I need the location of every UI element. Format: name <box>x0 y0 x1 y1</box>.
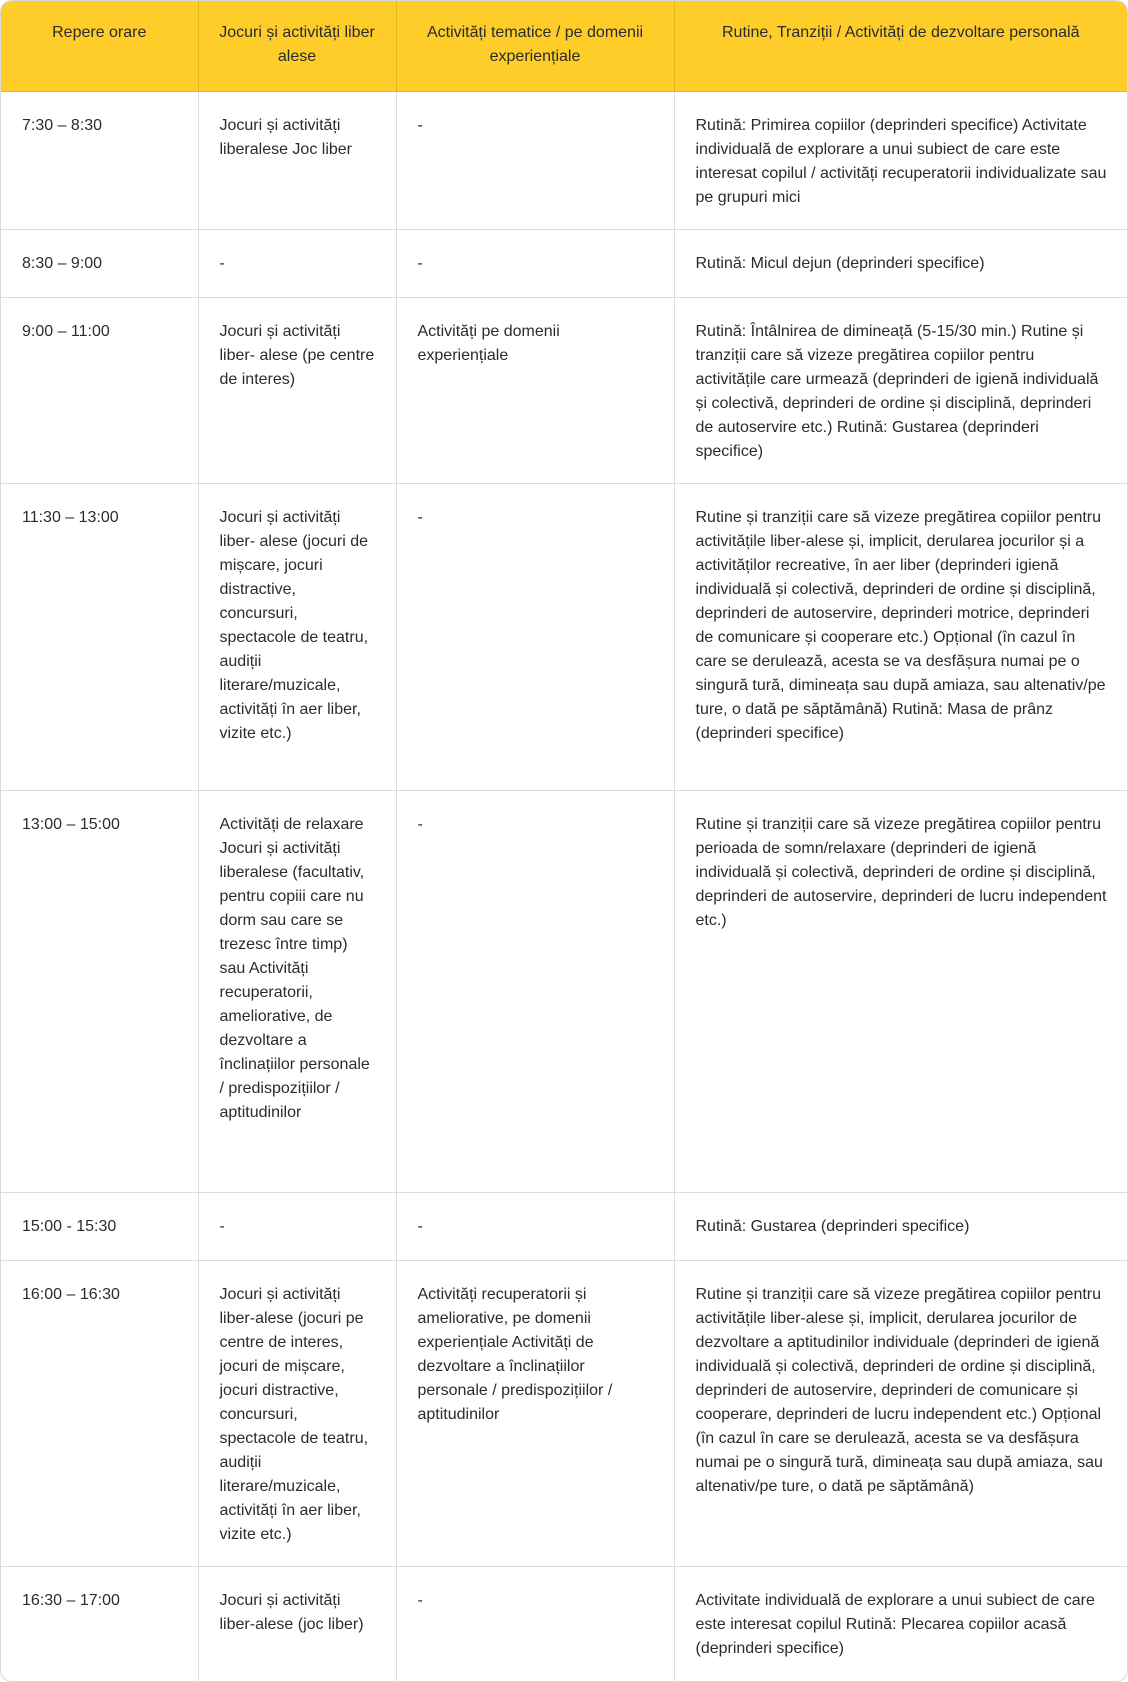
cell-time: 16:30 – 17:00 <box>1 1567 198 1682</box>
cell-thematic: - <box>396 1567 674 1682</box>
cell-free: Activități de relaxare Jocuri și activități liberalese (facultativ, pentru copiii care nu dorm sau care se trezesc între timp) sau Activități recuperatorii, ameliorative, de dezvoltare a înclinațiilor personale / predispozițiilor / aptitudinilor <box>198 791 396 1193</box>
table-row <box>1 484 1127 791</box>
cell-thematic: - <box>396 230 674 298</box>
cell-free: Jocuri și activități liber-alese (jocuri pe centre de interes, jocuri de mișcare, jocuri distractive, concursuri, spectacole de teatru, audiții literare/muzicale, activități în aer liber, vizite etc.) <box>198 1261 396 1567</box>
header-free-activities: Jocuri și activități liber alese <box>198 1 396 92</box>
cell-time: 13:00 – 15:00 <box>1 791 198 1193</box>
cell-thematic: - <box>396 92 674 230</box>
cell-routine: Rutină: Micul dejun (deprinderi specifice) <box>674 230 1127 298</box>
cell-thematic: - <box>396 791 674 1193</box>
table-row <box>1 791 1127 1193</box>
table-row <box>1 92 1127 230</box>
cell-free: Jocuri și activități liber-alese (joc liber) <box>198 1567 396 1682</box>
cell-routine: Rutine și tranziții care să vizeze pregătirea copiilor pentru perioada de somn/relaxare (deprinderi de igienă individuală și colectivă, deprinderi de ordine și disciplină, deprinderi de autoservire, deprinderi de lucru independent etc.) <box>674 791 1127 1193</box>
table-row <box>1 1261 1127 1567</box>
table-header-row <box>1 1 1127 92</box>
cell-routine: Rutină: Primirea copiilor (deprinderi specifice) Activitate individuală de explorare a unui subiect de care este interesat copilul / activități recuperatorii individualizate sau pe grupuri mici <box>674 92 1127 230</box>
cell-time: 11:30 – 13:00 <box>1 484 198 791</box>
cell-free: Jocuri și activități liberalese Joc liber <box>198 92 396 230</box>
cell-time: 9:00 – 11:00 <box>1 298 198 484</box>
schedule-table <box>1 1 1127 1681</box>
cell-thematic: - <box>396 484 674 791</box>
cell-thematic: - <box>396 1193 674 1261</box>
cell-routine: Rutine și tranziții care să vizeze pregătirea copiilor pentru activitățile liber-alese și, implicit, derularea jocurilor de dezvoltare a aptitudinilor individuale (deprinderi de igienă individuală și colectivă, deprinderi de ordine și disciplină, deprinderi de autoservire, deprinderi de comunicare și cooperare, deprinderi de lucru independent etc.) Opțional (în cazul în care se derulează, acesta se va desfășura numai pe o singură tură, dimineața sau după amiaza, sau altenativ/pe ture, o dată pe săptămână) <box>674 1261 1127 1567</box>
cell-routine: Rutine și tranziții care să vizeze pregătirea copiilor pentru activitățile liber-alese și, implicit, derularea jocurilor și a activităților recreative, în aer liber (deprinderi igienă individuală și colectivă, deprinderi de ordine și disciplină, deprinderi de autoservire, deprinderi motrice, deprinderi de comunicare și cooperare etc.) Opțional (în cazul în care se derulează, acesta se va desfășura numai pe o singură tură, dimineața sau după amiaza, sau altenativ/pe ture, o dată pe săptămână) Rutină: Masa de prânz (deprinderi specifice) <box>674 484 1127 791</box>
table-row <box>1 298 1127 484</box>
cell-time: 15:00 - 15:30 <box>1 1193 198 1261</box>
cell-thematic: Activități pe domenii experiențiale <box>396 298 674 484</box>
table-row <box>1 230 1127 298</box>
cell-free: Jocuri și activități liber- alese (jocuri de mișcare, jocuri distractive, concursuri, spectacole de teatru, audiții literare/muzicale, activități în aer liber, vizite etc.) <box>198 484 396 791</box>
cell-time: 16:00 – 16:30 <box>1 1261 198 1567</box>
cell-thematic: Activități recuperatorii și ameliorative, pe domenii experiențiale Activități de dezvoltare a înclinațiilor personale / predispozițiilor / aptitudinilor <box>396 1261 674 1567</box>
cell-time: 8:30 – 9:00 <box>1 230 198 298</box>
header-time: Repere orare <box>1 1 198 92</box>
table-row <box>1 1193 1127 1261</box>
cell-time: 7:30 – 8:30 <box>1 92 198 230</box>
cell-routine: Activitate individuală de explorare a unui subiect de care este interesat copilul Rutină: Plecarea copiilor acasă (deprinderi specifice) <box>695 1592 1095 1657</box>
cell-free: - <box>198 1193 396 1261</box>
cell-routine: Rutină: Gustarea (deprinderi specifice) <box>674 1193 1127 1261</box>
cell-free: - <box>198 230 396 298</box>
header-thematic-activities: Activități tematice / pe domenii experiențiale <box>396 1 674 92</box>
table-row <box>1 1567 1127 1682</box>
header-routines: Rutine, Tranziții / Activități de dezvoltare personală <box>674 1 1127 92</box>
cell-free: Jocuri și activități liber- alese (pe centre de interes) <box>198 298 396 484</box>
cell-routine: Rutină: Întâlnirea de dimineață (5-15/30 min.) Rutine și tranziții care să vizeze pregătirea copiilor pentru activitățile care urmează (deprinderi de igienă individuală și colectivă, deprinderi de ordine și disciplină, deprinderi de autoservire etc.) Rutină: Gustarea (deprinderi specifice) <box>674 298 1127 484</box>
